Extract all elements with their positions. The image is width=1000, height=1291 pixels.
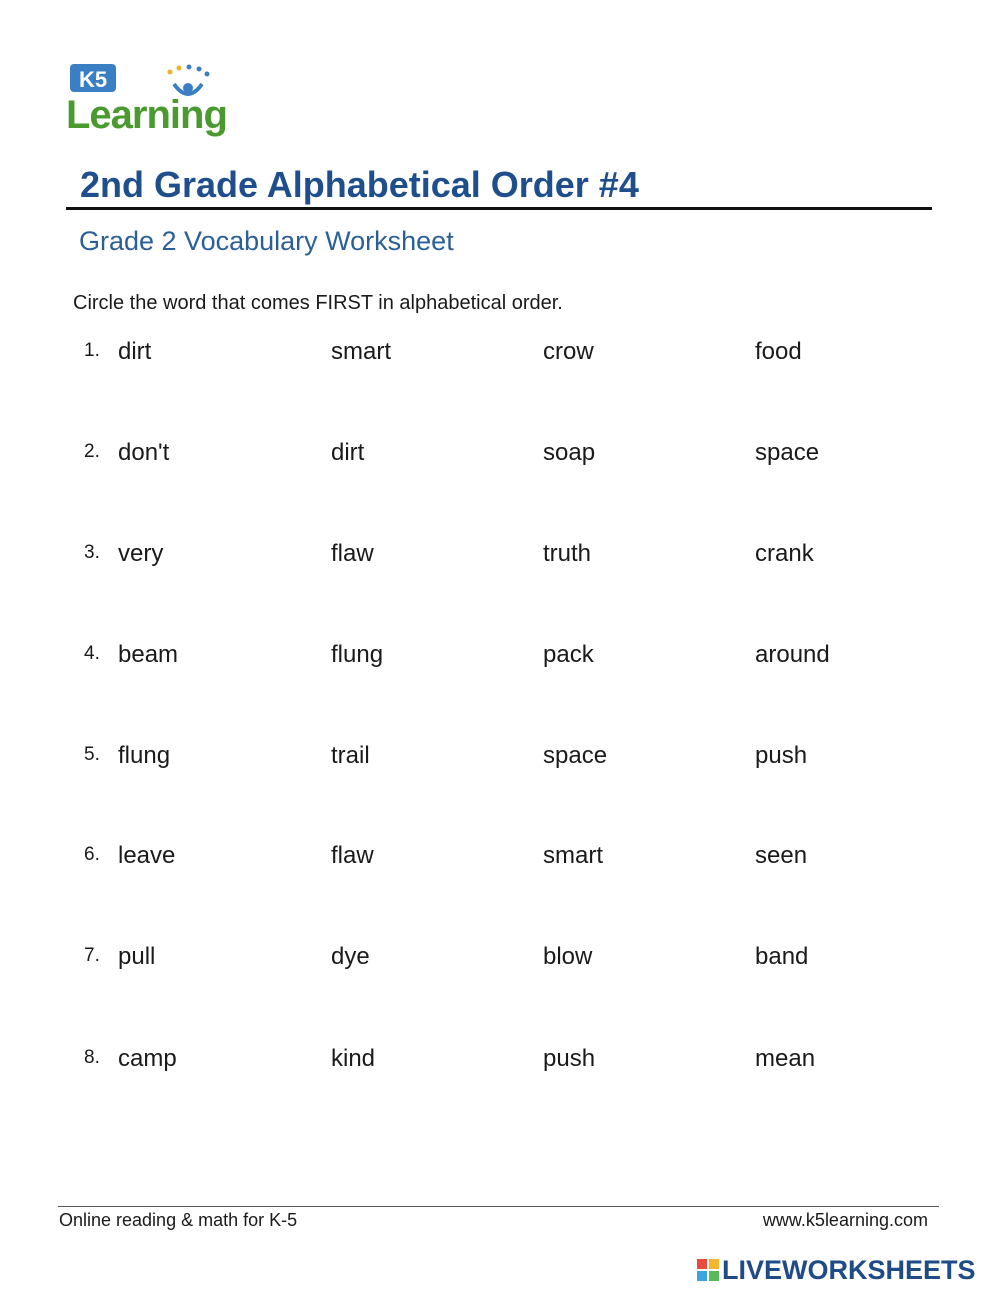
question-number: 5. <box>84 744 100 765</box>
word-option[interactable]: pull <box>118 943 156 970</box>
word-option[interactable]: flaw <box>331 540 374 567</box>
question-row-5 <box>0 742 1000 782</box>
word-option[interactable]: smart <box>543 842 603 869</box>
question-number: 1. <box>84 340 100 361</box>
svg-text:K5: K5 <box>78 67 108 92</box>
liveworksheets-blocks-icon <box>697 1259 719 1281</box>
svg-text:Learning: Learning <box>66 93 227 137</box>
word-option[interactable]: dirt <box>118 338 152 365</box>
word-option[interactable]: around <box>755 641 830 668</box>
word-option[interactable]: flaw <box>331 842 374 869</box>
question-number: 3. <box>84 542 100 563</box>
word-option[interactable]: space <box>543 742 608 769</box>
question-number: 4. <box>84 643 100 664</box>
page-subtitle: Grade 2 Vocabulary Worksheet <box>79 226 454 256</box>
word-option[interactable]: space <box>755 439 820 466</box>
footer-divider <box>58 1206 939 1207</box>
word-option[interactable]: dye <box>331 943 370 970</box>
page-title: 2nd Grade Alphabetical Order #4 <box>80 164 639 205</box>
word-option[interactable]: very <box>118 540 164 567</box>
question-number: 6. <box>84 844 100 865</box>
question-number: 2. <box>84 441 100 462</box>
word-option[interactable]: pack <box>543 641 594 668</box>
word-option[interactable]: blow <box>543 943 593 970</box>
word-option[interactable]: push <box>755 742 808 769</box>
word-option[interactable]: leave <box>118 842 176 869</box>
word-option[interactable]: beam <box>118 641 179 668</box>
word-option[interactable]: food <box>755 338 802 365</box>
footer-tagline: Online reading & math for K-5 <box>59 1210 298 1230</box>
question-row-1 <box>0 338 1000 378</box>
word-option[interactable]: push <box>543 1045 596 1072</box>
question-row-2 <box>0 439 1000 479</box>
word-option[interactable]: flung <box>331 641 384 668</box>
word-option[interactable]: smart <box>331 338 391 365</box>
word-option[interactable]: mean <box>755 1045 816 1072</box>
footer-url: www.k5learning.com <box>762 1210 928 1230</box>
liveworksheets-wordmark: LIVEWORKSHEETS <box>722 1254 976 1285</box>
word-option[interactable]: dirt <box>331 439 365 466</box>
word-option[interactable]: don't <box>118 439 170 466</box>
question-row-3 <box>0 540 1000 580</box>
word-option[interactable]: seen <box>755 842 808 869</box>
word-option[interactable]: band <box>755 943 809 970</box>
word-option[interactable]: crow <box>543 338 594 365</box>
word-option[interactable]: truth <box>543 540 592 567</box>
liveworksheets-logo <box>697 1253 976 1287</box>
question-number: 7. <box>84 945 100 966</box>
word-option[interactable]: crank <box>755 540 814 567</box>
question-row-6 <box>0 842 1000 882</box>
word-option[interactable]: trail <box>331 742 370 769</box>
question-row-4 <box>0 641 1000 681</box>
word-option[interactable]: kind <box>331 1045 376 1072</box>
word-option[interactable]: camp <box>118 1045 177 1072</box>
question-number: 8. <box>84 1047 100 1068</box>
question-row-7 <box>0 943 1000 983</box>
word-option[interactable]: flung <box>118 742 171 769</box>
question-row-8 <box>0 1045 1000 1085</box>
word-option[interactable]: soap <box>543 439 596 466</box>
instructions: Circle the word that comes FIRST in alphabetical order. <box>73 292 563 314</box>
